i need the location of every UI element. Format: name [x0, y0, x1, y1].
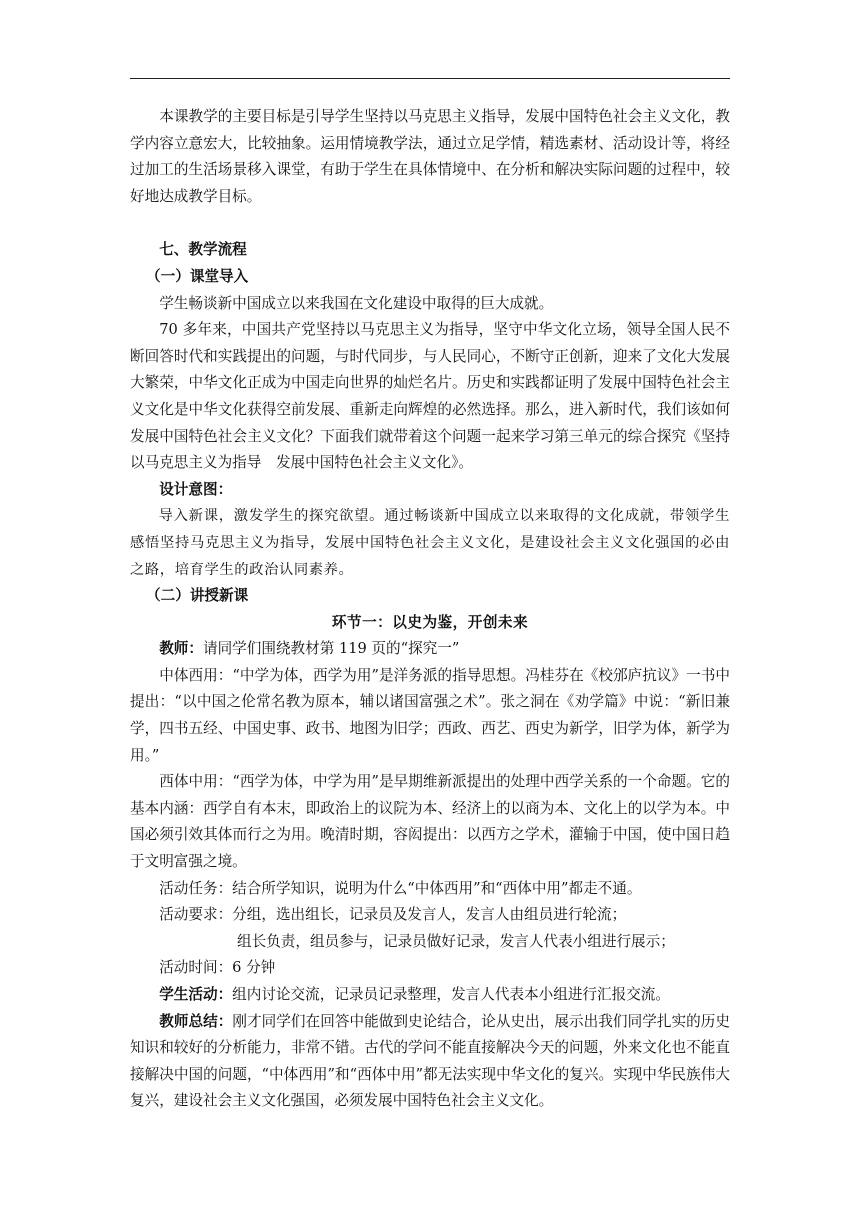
- teacher-label: 教师：: [159, 640, 203, 658]
- subsection-1-heading: （一）课堂导入: [146, 267, 249, 285]
- document-body: [130, 104, 730, 1115]
- link-1-title: 环节一：以史为鉴，开创未来: [331, 613, 529, 631]
- activity-requirement-line-1: 活动要求：分组，选出组长，记录员及发言人，发言人由组员进行轮流；: [159, 906, 627, 924]
- zhongti-xiyong-paragraph: 中体西用：“中学为体，西学为用”是洋务派的指导思想。冯桂芬在《校邠庐抗议》一书中提出：“以中国之伦常名教为原本，辅以诸国富强之术”。张之洞在《劝学篇》中说：“新旧兼学，四书五经、中国史事、政书、地图为旧学；西政、西艺、西史为新学，旧学为体，新学为用。”: [130, 666, 730, 764]
- intro-narrative-paragraph: 70 多年来，中国共产党坚持以马克思主义为指导，坚守中华文化立场，领导全国人民不断回答时代和实践提出的问题，与时代同步，与人民同心，不断守正创新，迎来了文化大发展大繁荣，中华文化正成为中国走向世界的灿烂名片。历史和实践都证明了发展中国特色社会主义文化是中华文化获得空前发展、重新走向辉煌的必然选择。那么，进入新时代，我们该如何发展中国特色社会主义文化？下面我们就带着这个问题一起来学习第三单元的综合探究《坚持以马克思主义为指导 发展中国特色社会主义文化》。: [130, 321, 730, 472]
- intro-paragraph: 本课教学的主要目标是引导学生坚持以马克思主义指导，发展中国特色社会主义文化，教学内容立意宏大，比较抽象。运用情境教学法，通过立足学情，精选素材、活动设计等，将经过加工的生活场景移入课堂，有助于学生在具体情境中、在分析和解决实际问题的过程中，较好地达成教学目标。: [130, 108, 730, 205]
- design-intent-label-line: [130, 477, 730, 504]
- activity-requirement-line-2: 组长负责，组员参与，记录员做好记录，发言人代表小组进行展示；: [237, 932, 675, 950]
- activity-task: 活动任务：结合所学知识，说明为什么“中体西用”和“西体中用”都走不通。: [159, 879, 642, 897]
- student-activity: [130, 982, 730, 1009]
- teacher-summary-label: 教师总结：: [159, 1012, 233, 1030]
- teacher-summary-text: 刚才同学们在回答中能做到史论结合，论从史出，展示出我们同学扎实的历史知识和较好的分析能力，非常不错。古代的学问不能直接解决今天的问题，外来文化也不能直接解决中国的问题，“中体西用”和“西体中用”都无法实现中华文化的复兴。实现中华民族伟大复兴，建设社会主义文化强国，必须发展中国特色社会主义文化。: [130, 1012, 730, 1110]
- student-activity-text: 组内讨论交流，记录员记录整理，发言人代表本小组进行汇报交流。: [232, 986, 670, 1003]
- student-activity-label: 学生活动：: [159, 986, 233, 1003]
- header-rule: [130, 78, 730, 79]
- section-gap: [130, 210, 730, 237]
- design-intent-paragraph: 导入新课，激发学生的探究欲望。通过畅谈新中国成立以来取得的文化成就，带领学生感悟坚持马克思主义为指导，发展中国特色社会主义文化，是建设社会主义文化强国的必由之路，培育学生的政治认同素养。: [130, 508, 730, 578]
- section-7-heading: 七、教学流程: [159, 241, 247, 259]
- subsection-2-heading: （二）讲授新课: [146, 587, 249, 605]
- teacher-text: 请同学们围绕教材第 119 页的“探究一”: [202, 640, 460, 658]
- intro-activity-paragraph: 学生畅谈新中国成立以来我国在文化建设中取得的巨大成就。: [159, 294, 554, 312]
- teacher-instruction: [130, 636, 730, 663]
- design-intent-label: 设计意图：: [159, 480, 233, 498]
- teacher-summary: [130, 1009, 730, 1115]
- activity-time: 活动时间：6 分钟: [159, 959, 276, 977]
- xiti-zhongyong-paragraph: 西体中用：“西学为体，中学为用”是早期维新派提出的处理中西学关系的一个命题。它的基本内涵：西学自有本末，即政治上的议院为本、经济上的以商为本、文化上的以学为本。中国必须引效其体而行之为用。晚清时期，容闳提出：以西方之学术，灌输于中国，使中国日趋于文明富强之境。: [130, 773, 730, 871]
